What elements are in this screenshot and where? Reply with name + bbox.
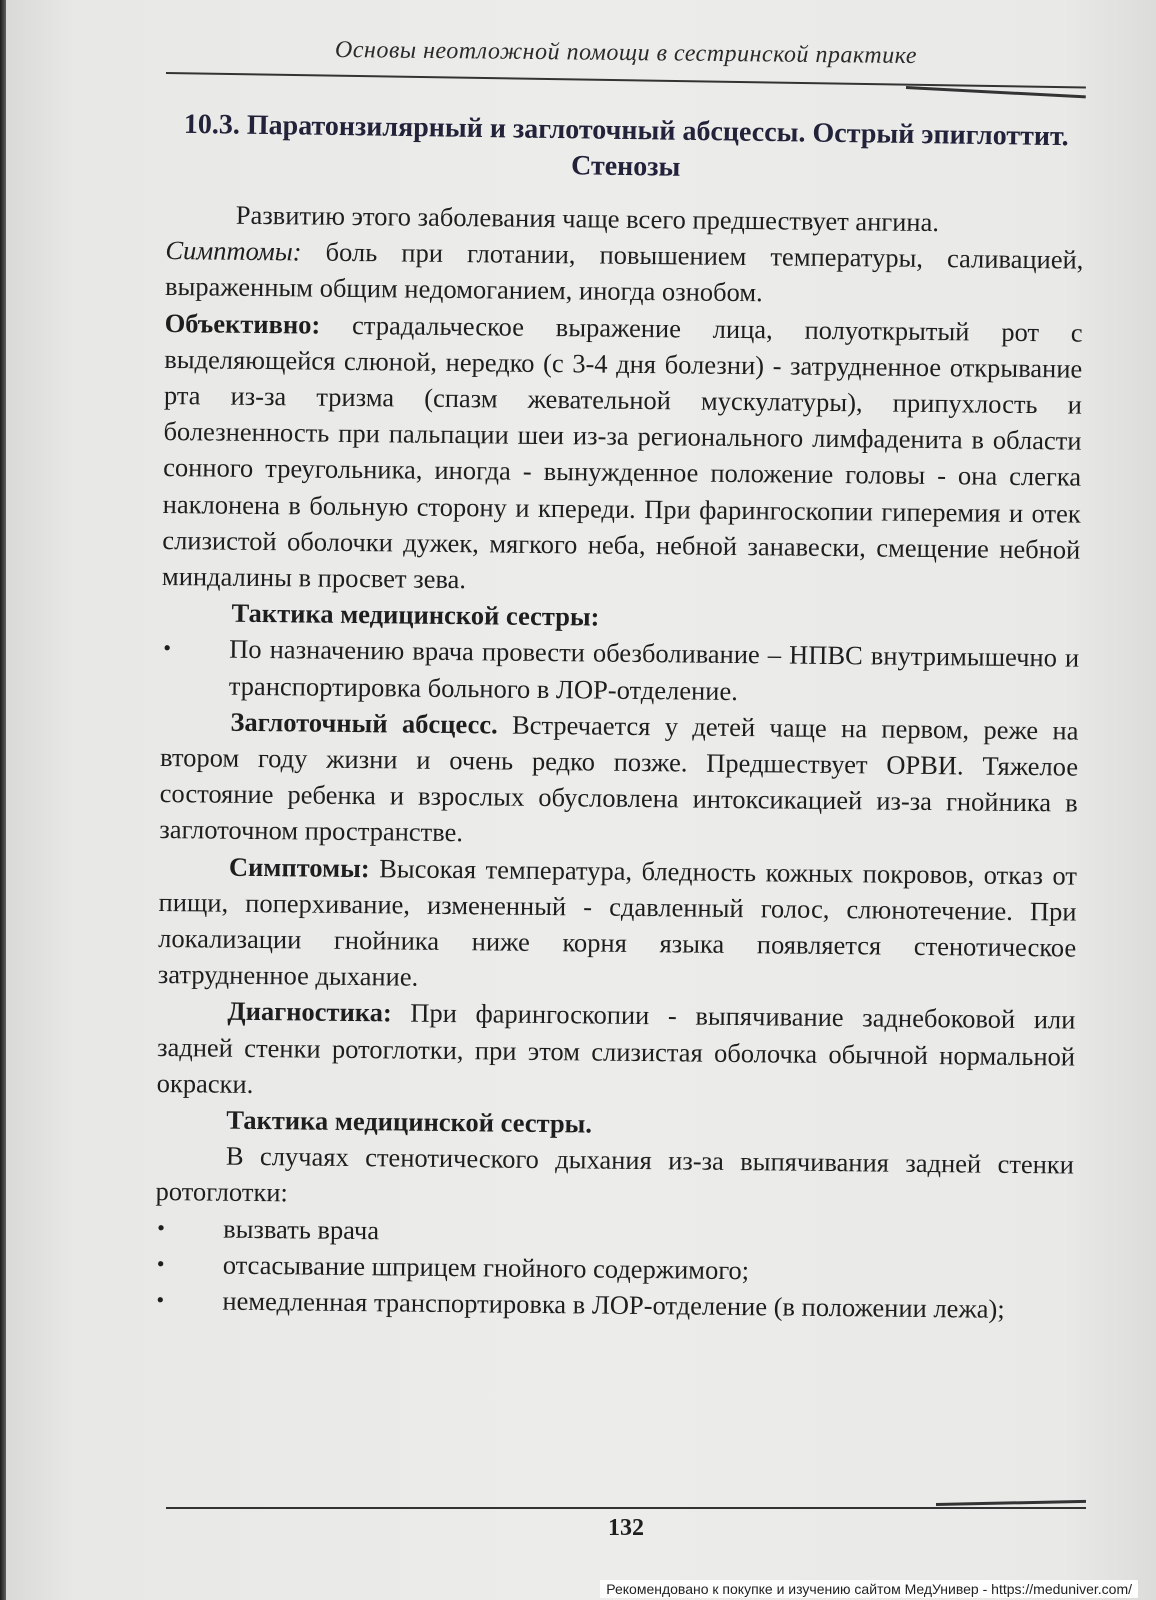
bullet-icon: •: [163, 635, 172, 661]
paragraph-stenotic: [155, 1137, 1074, 1219]
list-item-text: По назначению врача провести обезболивание – НПВС внутримышечно и транспортировка больного в ЛОР-отделение.: [228, 634, 1080, 706]
bullet-icon: •: [157, 1214, 166, 1240]
symptoms-label: Симптомы:: [165, 235, 302, 267]
symptoms-text-2: Высокая температура, бледность кожных покровов, отказ от пищи, поперхивание, измененный - сдавленный голос, слюнотечение. При локализации гнойника ниже корня языка появляется стенотическое затрудненное дыхание.: [157, 852, 1078, 992]
diagnostics-text: При фарингоскопии - выпячивание заднебоковой или задней стенки ротоглотки, при этом слизистая оболочка обычной нормальной окраски.: [156, 997, 1076, 1099]
book-page: [6, 0, 1156, 1600]
list-item: [161, 630, 1080, 712]
paragraph-symptoms: [165, 232, 1084, 314]
symptoms-label-2: Симптомы:: [228, 851, 370, 883]
section-heading: 10.3. Паратонзилярный и заглоточный абсцессы. Острый эпиглоттит. Стенозы: [183, 108, 1069, 183]
running-head: Основы неотложной помощи в сестринской практике: [334, 36, 918, 70]
body-text: [154, 196, 1084, 1328]
bullet-icon: •: [156, 1287, 165, 1313]
page-number: 132: [608, 1515, 644, 1541]
stenotic-text: В случаях стенотического дыхания из-за выпячивания задней стенки ротоглотки:: [155, 1140, 1075, 1208]
bullet-icon: •: [156, 1250, 165, 1276]
list-item-text: немедленная транспортировка в ЛОР-отделение (в положении лежа);: [222, 1285, 1005, 1324]
paragraph-objective: [162, 305, 1083, 604]
retropharyngeal-text: Встречается у детей чаще на первом, реже на втором году жизни и очень редко позже. Предшествует ОРВИ. Тяжелое состояние ребенка и взрослых обусловлена интоксикацией из-за гнойника в заглоточном пространстве.: [159, 709, 1079, 848]
paragraph-retropharyngeal: [159, 703, 1078, 857]
list-item-text: вызвать врача: [223, 1213, 380, 1245]
watermark-link[interactable]: Рекомендовано к покупке и изучению сайтом МедУнивер - https://meduniver.com/: [600, 1580, 1138, 1598]
nurse-tactics-heading-1: Тактика медицинской сестры:: [231, 597, 600, 632]
diagnostics-label: Диагностика:: [227, 996, 392, 1028]
footer-rule: [166, 1507, 1086, 1509]
objective-label: Объективно:: [164, 307, 321, 340]
list-item-text: отсасывание шприцем гнойного содержимого;: [222, 1249, 750, 1286]
retropharyngeal-label: Заглоточный абсцесс.: [230, 706, 498, 740]
paragraph-symptoms-2: [158, 848, 1077, 1002]
symptoms-text: боль при глотании, повышением температуры, саливацией, выраженным общим недомоганием, иногда ознобом.: [164, 236, 1084, 308]
paragraph-diagnostics: [157, 992, 1076, 1110]
paragraph-intro-text: Развитию этого заболевания чаще всего предшествует ангина.: [235, 199, 940, 238]
nurse-tactics-list-2: [154, 1210, 1073, 1328]
nurse-tactics-heading-2: Тактика медицинской сестры.: [226, 1104, 593, 1139]
footer-rule-ornament: [936, 1500, 1086, 1506]
nurse-tactics-list-1: [161, 630, 1080, 712]
objective-text: страдальческое выражение лица, полуоткрытый рот с выделяющейся слюной, нередко (с 3-4 дня болезни) - затрудненное открывание рта из-за тризма (спазм жевательной мускулатуры), припухлость и болезненность при пальпации шеи из-за регионального лимфаденита в области сонного треугольника, иногда - вынужденное положение головы - она слегка наклонена в больную сторону и кпереди. При фарингоскопии гиперемия и отек слизистой оболочки дужек, мягкого неба, небной занавески, смещение небной миндалины в просвет зева.: [161, 309, 1083, 595]
header-rule: [166, 72, 1086, 88]
